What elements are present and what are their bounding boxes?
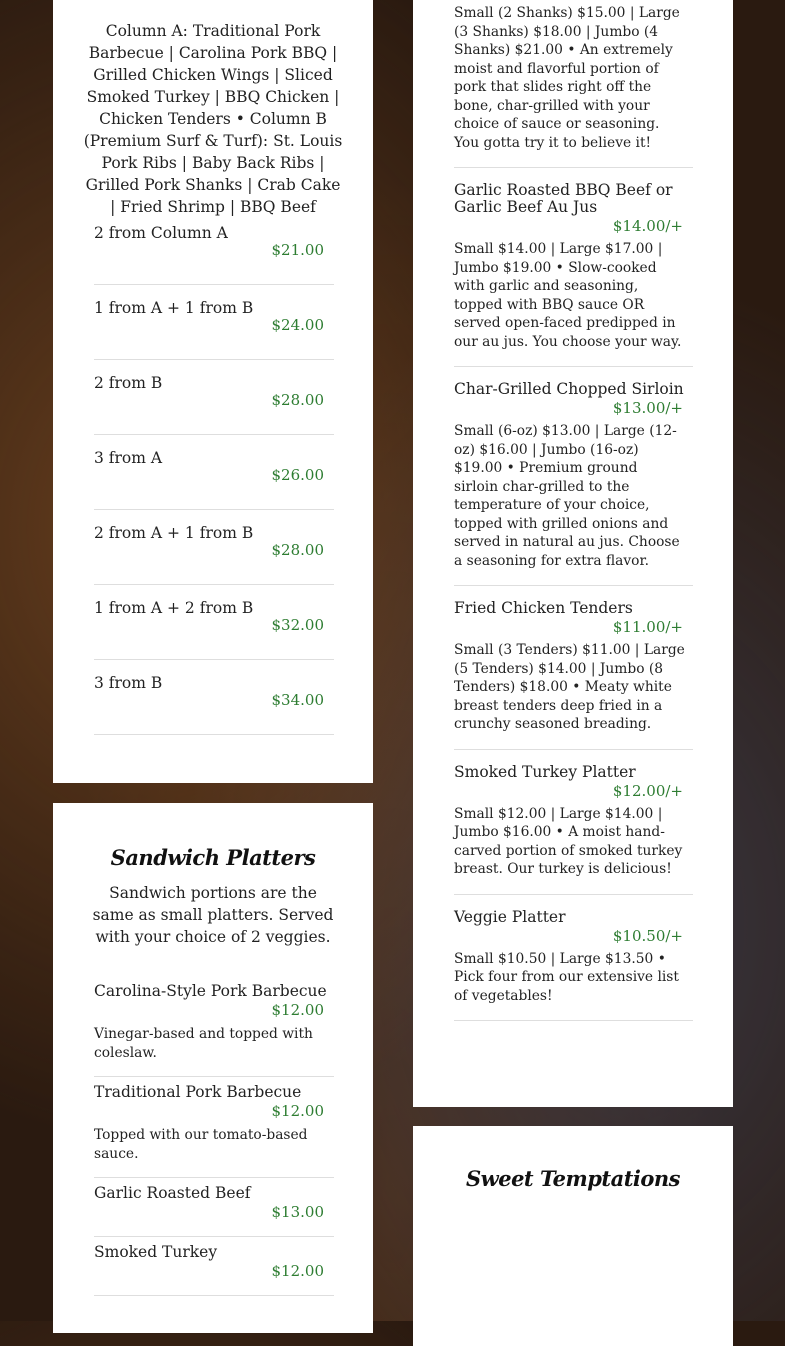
item-description: Small (6-oz) $13.00 | Large (12-oz) $16.00 | Jumbo (16-oz) $19.00 • Premium ground sirloin char-grilled to the temperature of your choice, topped with grilled onions and served in natural au jus. Choose a seasoning for extra flavor. bbox=[454, 423, 680, 569]
menu-item bbox=[94, 435, 334, 510]
sweet-temptations-title: Sweet Temptations bbox=[465, 1166, 681, 1191]
item-description: Small $10.50 | Large $13.50 • Pick four from our extensive list of vegetables! bbox=[454, 950, 679, 1004]
item-price: $13.00/+ bbox=[612, 399, 683, 417]
menu-item bbox=[454, 895, 693, 1022]
platters-list bbox=[454, 0, 693, 1021]
menu-item bbox=[94, 1077, 334, 1178]
item-name: Garlic Roasted BBQ Beef or Garlic Beef Au Jus bbox=[454, 181, 673, 216]
combination-platters-card bbox=[53, 0, 373, 783]
item-name: Smoked Turkey Platter bbox=[454, 762, 636, 781]
menu-item bbox=[94, 1237, 334, 1296]
item-price: $28.00 bbox=[271, 391, 324, 409]
item-price: $12.00/+ bbox=[612, 781, 683, 800]
item-description: Vinegar-based and topped with coleslaw. bbox=[94, 1026, 313, 1061]
item-price: $13.00 bbox=[271, 1203, 324, 1221]
item-description: Topped with our tomato-based sauce. bbox=[94, 1127, 308, 1162]
item-description: Small (3 Tenders) $11.00 | Large (5 Tenders) $14.00 | Jumbo (8 Tenders) $18.00 • Meaty white breast tenders deep fried in a crunchy seasoned breading. bbox=[454, 642, 685, 732]
item-name: 1 from A + 1 from B bbox=[94, 299, 254, 317]
item-price: $10.50/+ bbox=[612, 926, 683, 945]
item-name: Traditional Pork Barbecue bbox=[94, 1083, 302, 1101]
item-name: Fried Chicken Tenders bbox=[454, 599, 633, 617]
menu-item bbox=[454, 750, 693, 895]
menu-item bbox=[454, 0, 693, 168]
item-price: $14.00/+ bbox=[612, 217, 683, 235]
menu-item bbox=[94, 660, 334, 735]
menu-item bbox=[94, 210, 334, 285]
menu-item bbox=[94, 360, 334, 435]
item-name: Carolina-Style Pork Barbecue bbox=[94, 982, 327, 1000]
combination-platters-intro: Column A: Traditional Pork Barbecue | Carolina Pork BBQ | Grilled Chicken Wings | Sliced Smoked Turkey | BBQ Chicken | Chicken Tenders • Column B (Premium Surf & Turf): St. Louis Pork Ribs | Baby Back Ribs | Grilled Pork Shanks | Crab Cake | Fried Shrimp | BBQ Beef bbox=[83, 22, 343, 216]
item-name: 2 from B bbox=[94, 374, 163, 392]
menu-item bbox=[94, 1178, 334, 1237]
item-name: 2 from A + 1 from B bbox=[94, 524, 254, 542]
item-description: Small $12.00 | Large $14.00 | Jumbo $16.00 • A moist hand-carved portion of smoked turkey breast. Our turkey is delicious! bbox=[454, 805, 683, 877]
menu-item bbox=[94, 285, 334, 360]
item-price: $12.00 bbox=[271, 1102, 324, 1120]
sandwich-platters-title: Sandwich Platters bbox=[110, 845, 316, 870]
menu-item bbox=[454, 367, 693, 586]
item-price: $12.00 bbox=[271, 1001, 324, 1019]
item-description: Small (2 Shanks) $15.00 | Large (3 Shanks) $18.00 | Jumbo (4 Shanks) $21.00 • An extremely moist and flavorful portion of pork that slides right off the bone, char-grilled with your choice of sauce or seasoning. You gotta try it to believe it! bbox=[454, 5, 680, 151]
menu-item bbox=[94, 976, 334, 1077]
item-name: Char-Grilled Chopped Sirloin bbox=[454, 380, 684, 398]
platters-card bbox=[413, 0, 733, 1107]
item-price: $28.00 bbox=[271, 541, 324, 559]
item-price: $11.00/+ bbox=[612, 618, 683, 636]
sweet-temptations-card bbox=[413, 1126, 733, 1346]
sandwich-list bbox=[94, 976, 334, 1296]
item-price: $12.00 bbox=[271, 1262, 324, 1280]
item-price: $34.00 bbox=[271, 691, 324, 709]
item-name: 3 from B bbox=[94, 674, 163, 692]
sandwich-platters-intro: Sandwich portions are the same as small platters. Served with your choice of 2 veggies. bbox=[92, 884, 334, 946]
menu-item bbox=[454, 586, 693, 750]
menu-item bbox=[454, 168, 693, 367]
item-price: $24.00 bbox=[271, 316, 324, 334]
item-price: $21.00 bbox=[271, 241, 324, 259]
item-name: Smoked Turkey bbox=[94, 1243, 218, 1261]
item-name: 2 from Column A bbox=[94, 224, 228, 242]
item-price: $32.00 bbox=[271, 616, 324, 634]
combination-list bbox=[94, 210, 334, 735]
sandwich-platters-card bbox=[53, 803, 373, 1333]
item-name: Veggie Platter bbox=[454, 907, 566, 926]
menu-item bbox=[94, 510, 334, 585]
item-name: Garlic Roasted Beef bbox=[94, 1184, 251, 1202]
item-name: 3 from A bbox=[94, 449, 163, 467]
item-price: $26.00 bbox=[271, 466, 324, 484]
menu-item bbox=[94, 585, 334, 660]
item-name: 1 from A + 2 from B bbox=[94, 599, 254, 617]
item-description: Small $14.00 | Large $17.00 | Jumbo $19.00 • Slow-cooked with garlic and seasoning, topped with BBQ sauce OR served open-faced predipped in our au jus. You choose your way. bbox=[454, 241, 682, 350]
